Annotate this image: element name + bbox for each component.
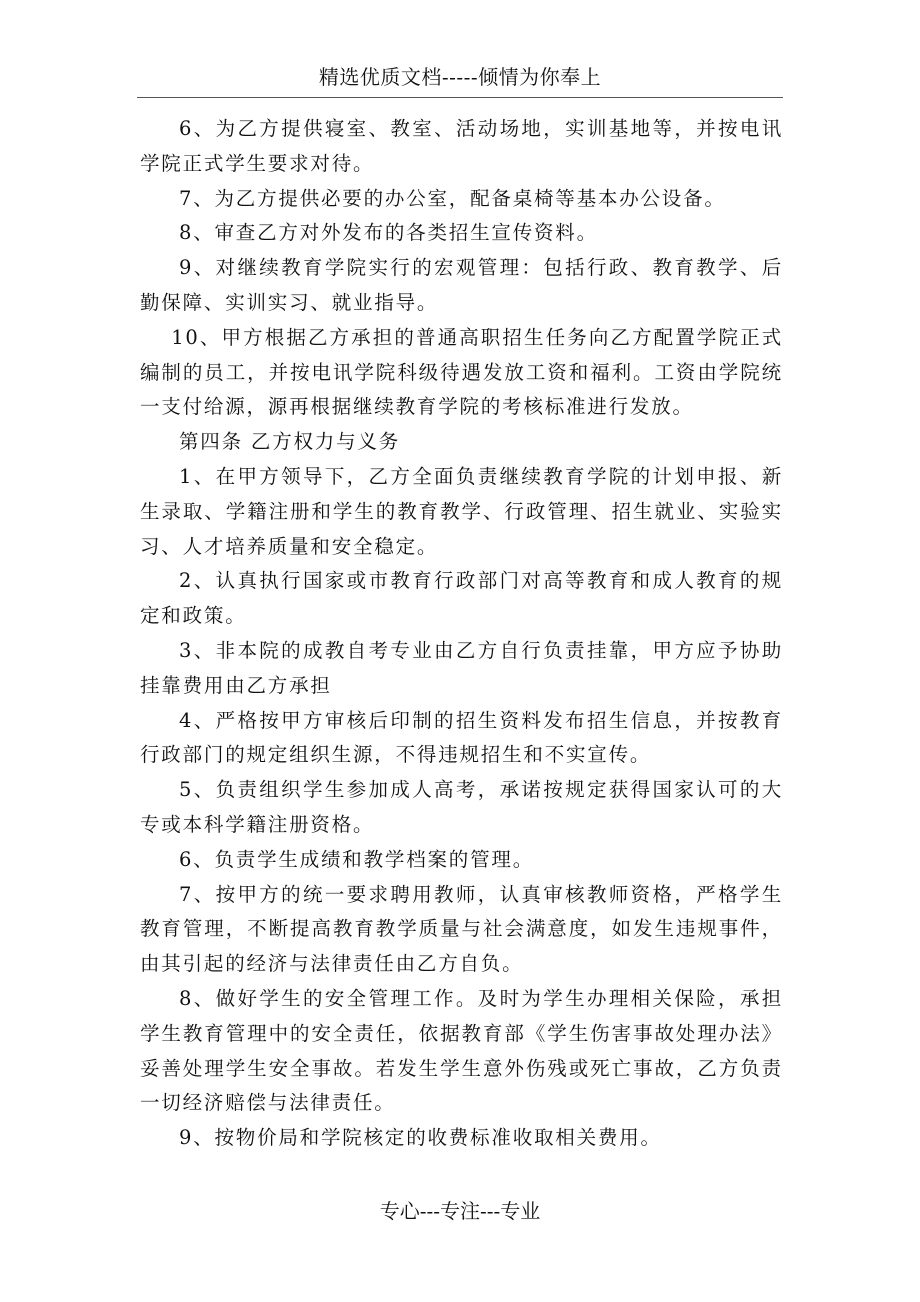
page-footer: 专心---专注---专业 bbox=[379, 1199, 541, 1223]
paragraph-duty-4: 4、严格按甲方审核后印制的招生资料发布招生信息，并按教育行政部门的规定组织生源，不得违规招生和不实宣传。 bbox=[140, 708, 783, 767]
paragraph-item-8: 8、审查乙方对外发布的各类招生宣传资料。 bbox=[179, 221, 598, 245]
paragraph-duty-2: 2、认真执行国家或市教育行政部门对高等教育和成人教育的规定和政策。 bbox=[140, 569, 783, 628]
paragraph-duty-8: 8、做好学生的安全管理工作。及时为学生办理相关保险，承担学生教育管理中的安全责任，依据教育部《学生伤害事故处理办法》妥善处理学生安全事故。若发生学生意外伤残或死亡事故，乙方负责一切经济赔偿与法律责任。 bbox=[140, 986, 783, 1115]
paragraph-duty-3: 3、非本院的成教自考专业由乙方自行负责挂靠，甲方应予协助挂靠费用由乙方承担 bbox=[140, 638, 783, 697]
paragraph-duty-9: 9、按物价局和学院核定的收费标准收取相关费用。 bbox=[179, 1126, 662, 1150]
paragraph-item-9: 9、对继续教育学院实行的宏观管理：包括行政、教育教学、后勤保障、实训实习、就业指导。 bbox=[140, 256, 783, 314]
header-divider bbox=[137, 97, 783, 98]
paragraph-duty-6: 6、负责学生成绩和教学档案的管理。 bbox=[179, 847, 535, 871]
page-header: 精选优质文档-----倾情为你奉上 bbox=[318, 65, 602, 89]
paragraph-item-10: 10、甲方根据乙方承担的普通高职招生任务向乙方配置学院正式编制的员工，并按电讯学院科级待遇发放工资和福利。工资由学院统一支付给源，源再根据继续教育学院的考核标准进行发放。 bbox=[140, 325, 783, 419]
paragraph-duty-7: 7、按甲方的统一要求聘用教师，认真审核教师资格，严格学生教育管理，不断提高教育教学质量与社会满意度，如发生违规事件，由其引起的经济与法律责任由乙方自负。 bbox=[140, 882, 783, 976]
paragraph-item-7: 7、为乙方提供必要的办公室，配备桌椅等基本办公设备。 bbox=[179, 186, 726, 210]
paragraph-duty-5: 5、负责组织学生参加成人高考，承诺按规定获得国家认可的大专或本科学籍注册资格。 bbox=[140, 778, 783, 836]
section-heading: 第四条 乙方权力与义务 bbox=[179, 430, 400, 454]
document-body bbox=[140, 112, 783, 1156]
paragraph-item-6: 6、为乙方提供寝室、教室、活动场地，实训基地等，并按电讯学院正式学生要求对待。 bbox=[140, 117, 783, 175]
paragraph-duty-1: 1、在甲方领导下，乙方全面负责继续教育学院的计划申报、新生录取、学籍注册和学生的教育教学、行政管理、招生就业、实验实习、人才培养质量和安全稳定。 bbox=[140, 464, 783, 558]
